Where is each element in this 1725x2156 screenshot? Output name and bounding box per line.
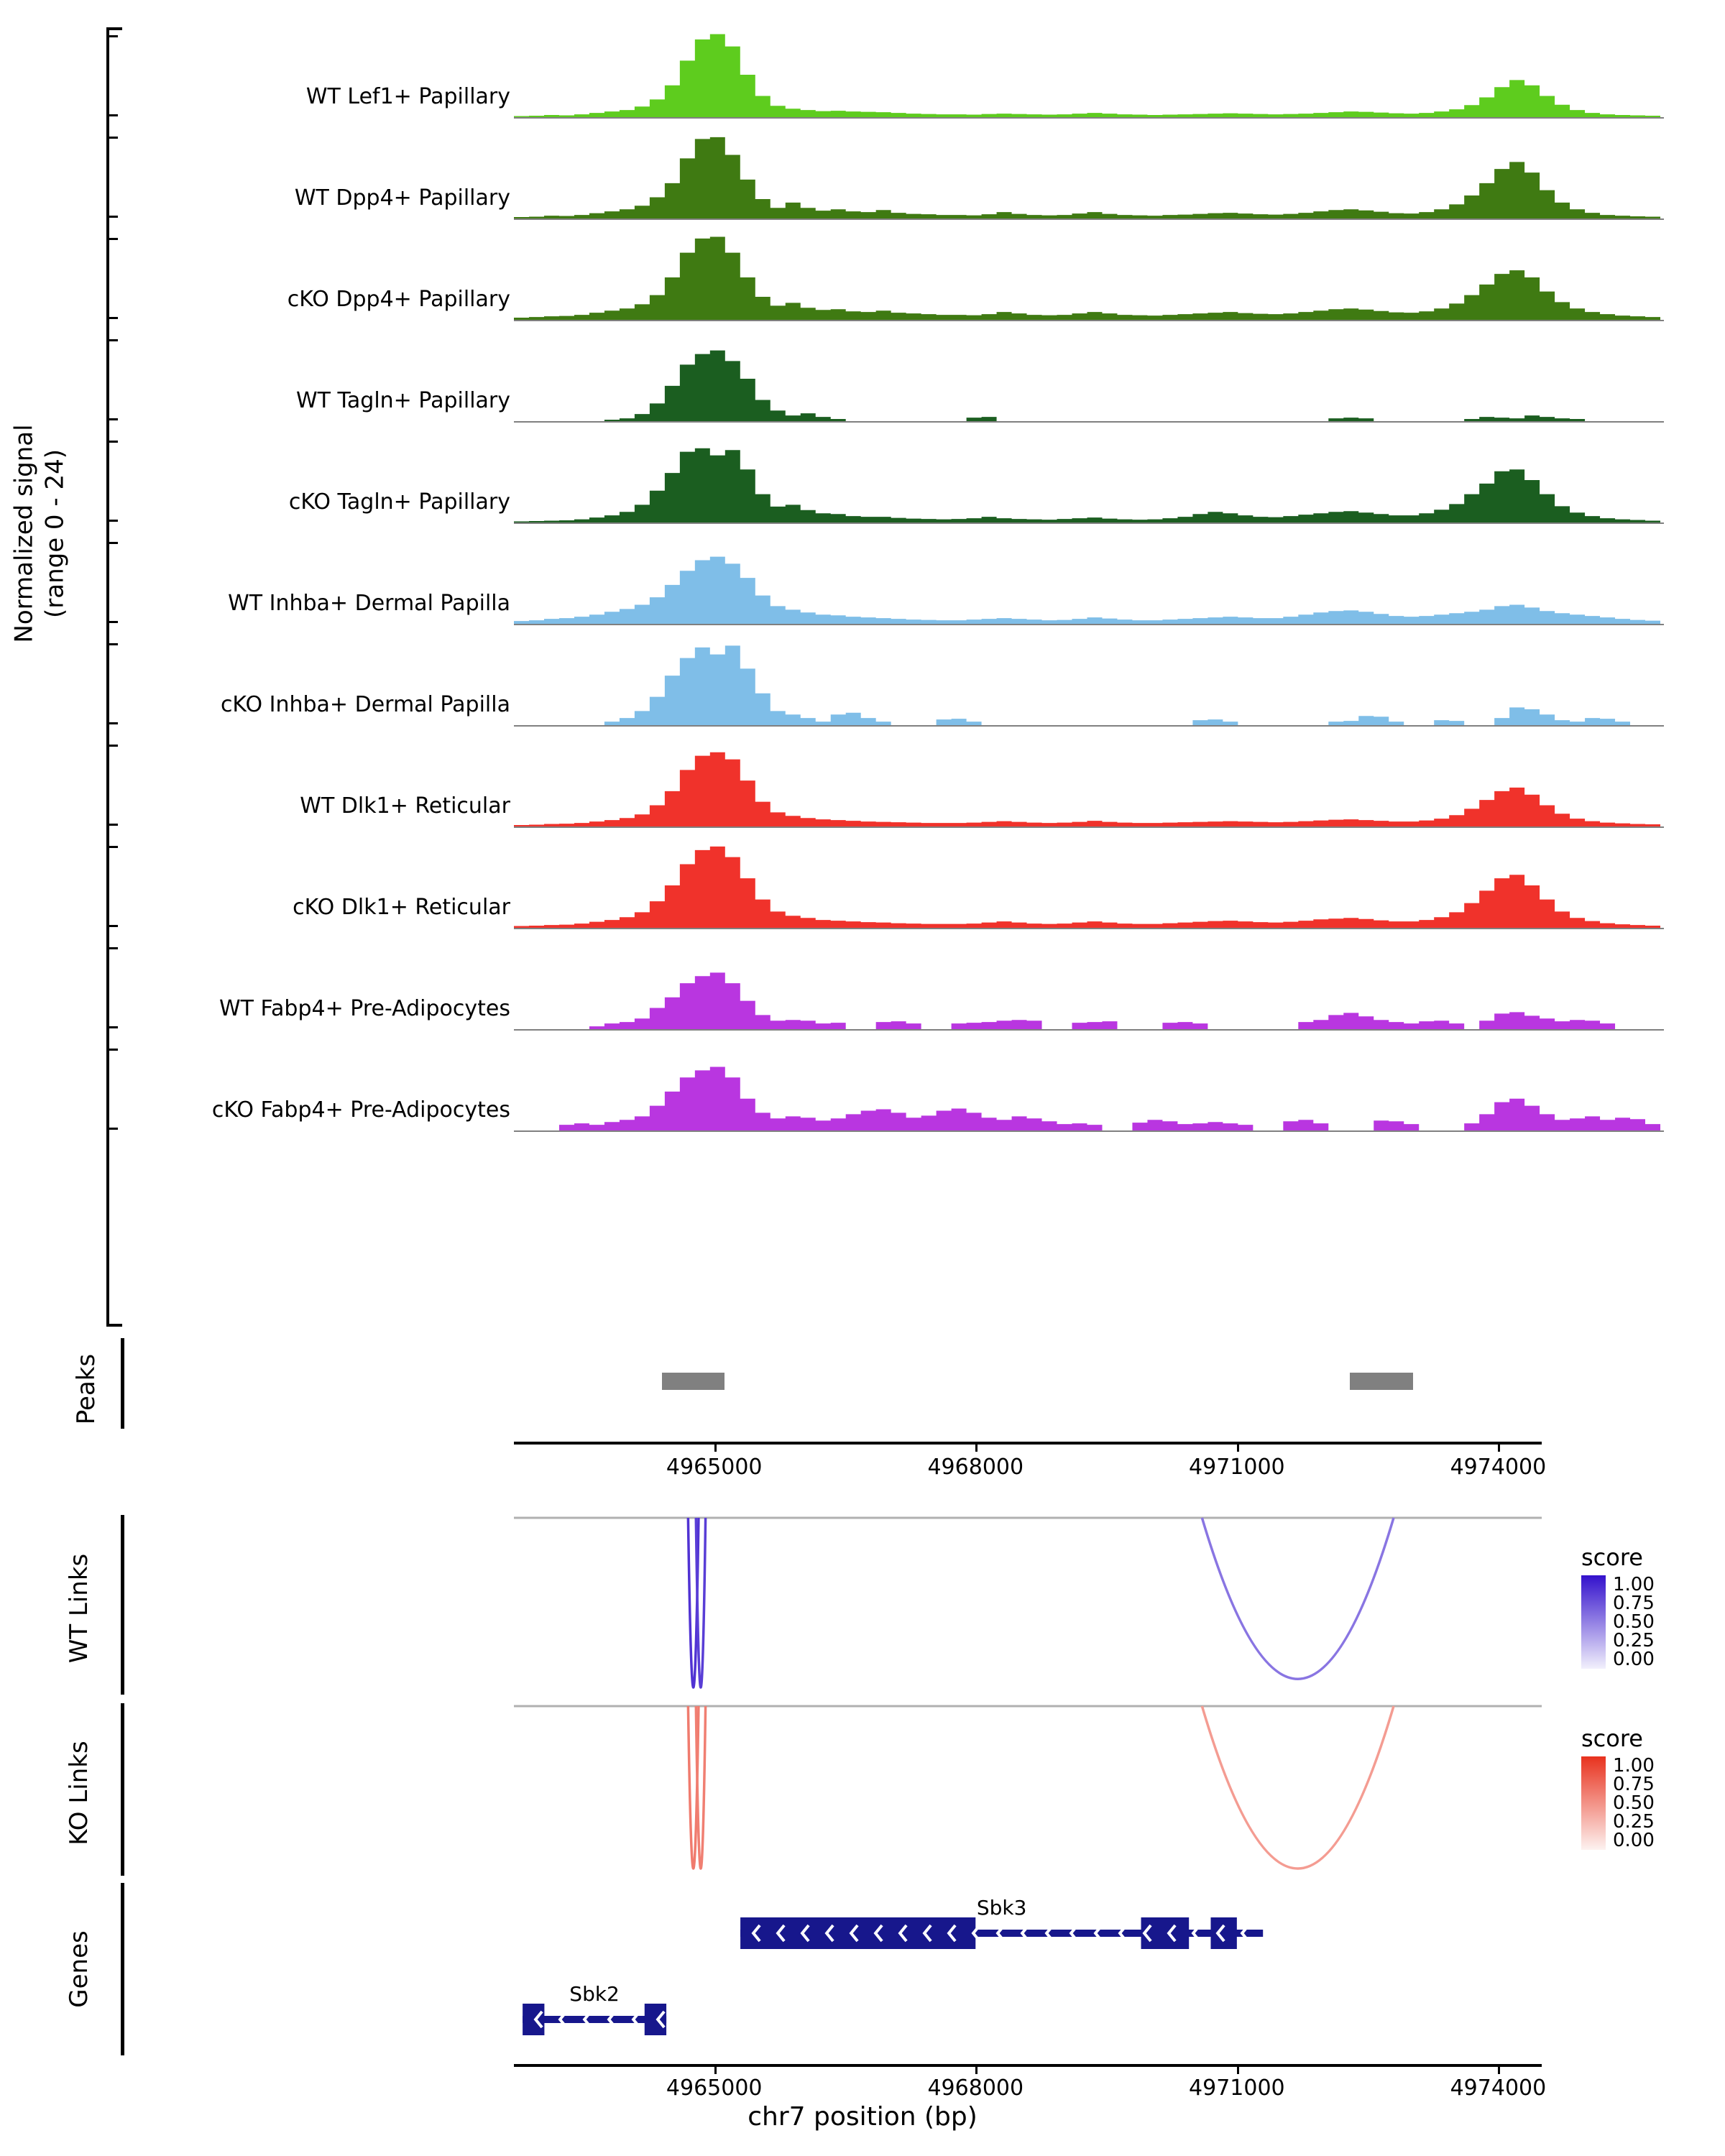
coverage-track (122, 336, 1689, 421)
wt-legend-tick-labels (1613, 1575, 1655, 1669)
legend-tick-label: 0.75 (1613, 1593, 1655, 1614)
wt-legend-colorbar (1581, 1575, 1606, 1669)
peaks-title: Peaks (72, 1353, 101, 1425)
coverage-track (122, 134, 1689, 218)
coverage-track-baseline (514, 928, 1664, 929)
y-axis-tick (106, 238, 118, 240)
coverage-track-plot (514, 539, 1660, 624)
gene-label: Sbk2 (569, 1982, 620, 2006)
peak-region (662, 1373, 724, 1390)
x-axis-tick-label: 4968000 (927, 1455, 1024, 1480)
y-axis-tick (106, 745, 118, 747)
x-axis-tick-label: 4965000 (666, 1455, 763, 1480)
y-axis-tick (106, 137, 118, 139)
wt-links-plot (514, 1515, 1542, 1695)
y-axis-title (9, 347, 70, 721)
legend-tick-label: 0.00 (1613, 1830, 1655, 1851)
coverage-track (122, 742, 1689, 826)
legend-tick-label: 0.75 (1613, 1774, 1655, 1795)
coverage-track (122, 539, 1689, 624)
coverage-track-label: WT Lef1+ Papillary (305, 84, 510, 109)
coverage-track-baseline (514, 421, 1664, 423)
genes-title: Genes (65, 1930, 93, 2008)
y-axis-title-line1: Normalized signal (9, 424, 39, 643)
legend-tick-label: 1.00 (1613, 1755, 1655, 1777)
y-axis-tick (106, 621, 118, 623)
coverage-track-baseline (514, 522, 1664, 524)
coverage-track-label: cKO Fabp4+ Pre-Adipocytes (211, 1097, 510, 1123)
coverage-track (122, 438, 1689, 522)
coverage-track-label: cKO Dlk1+ Reticular (293, 895, 510, 920)
wt-links-panel (0, 1515, 1725, 1702)
y-axis-tick (106, 1049, 118, 1051)
y-axis-tick (106, 216, 118, 218)
y-axis-tick (106, 1128, 118, 1130)
coverage-track-plot (514, 32, 1660, 117)
coverage-track (122, 32, 1689, 117)
x-axis-tick (714, 2064, 717, 2074)
coverage-track-label: cKO Dpp4+ Papillary (287, 287, 510, 312)
wt-links-legend (1581, 1544, 1655, 1669)
coverage-track-plot (514, 640, 1660, 725)
y-axis-tick (106, 520, 118, 522)
coverage-track-plot (514, 134, 1660, 218)
x-axis-tick-label: 4971000 (1189, 2076, 1285, 2101)
coverage-track (122, 944, 1689, 1029)
y-axis-tick (106, 947, 118, 949)
peaks-bracket (121, 1338, 124, 1429)
peak-region (1350, 1373, 1412, 1390)
coverage-track-baseline (514, 624, 1664, 625)
coverage-track-label: cKO Tagln+ Papillary (288, 489, 510, 515)
x-axis-tick-label: 4974000 (1450, 2076, 1547, 2101)
wt-links-bracket (121, 1515, 124, 1695)
ko-legend-title: score (1581, 1725, 1643, 1752)
coverage-track-baseline (514, 117, 1664, 119)
coverage-track-plot (514, 438, 1660, 522)
x-axis-line-bottom (514, 2064, 1542, 2067)
ko-links-bracket (121, 1703, 124, 1876)
y-axis-tick (106, 418, 118, 420)
legend-tick-label: 0.25 (1613, 1811, 1655, 1833)
coverage-track-label: WT Inhba+ Dermal Papilla (228, 591, 510, 616)
coverage-track-plot (514, 1046, 1660, 1130)
y-axis-tick (106, 824, 118, 826)
coverage-track-baseline (514, 725, 1664, 727)
coverage-track-baseline (514, 1029, 1664, 1031)
x-axis-line-top (514, 1442, 1542, 1445)
x-axis-title: chr7 position (bp) (748, 2102, 978, 2132)
x-axis-tick (1498, 2064, 1500, 2074)
coverage-track-label: WT Dlk1+ Reticular (300, 793, 510, 819)
coverage-track-plot (514, 944, 1660, 1029)
legend-tick-label: 0.00 (1613, 1649, 1655, 1670)
y-axis-tick (106, 339, 118, 341)
coverage-track-baseline (514, 320, 1664, 321)
x-axis-tick-label: 4971000 (1189, 1455, 1285, 1480)
x-axis-tick (714, 1442, 717, 1452)
y-axis-tick (106, 846, 118, 848)
x-axis-tick (975, 2064, 978, 2074)
ko-links-panel (0, 1703, 1725, 1883)
ko-legend-tick-labels (1613, 1756, 1655, 1850)
genes-panel (0, 1883, 1725, 2156)
coverage-track-label: WT Tagln+ Papillary (296, 388, 510, 413)
wt-legend-title: score (1581, 1544, 1643, 1571)
x-axis-tick-label: 4965000 (666, 2076, 763, 2101)
x-axis-tick (1498, 1442, 1500, 1452)
coverage-track-plot (514, 742, 1660, 826)
legend-tick-label: 0.50 (1613, 1792, 1655, 1814)
ko-links-plot (514, 1703, 1542, 1876)
coverage-track-label: cKO Inhba+ Dermal Papilla (220, 692, 510, 717)
y-axis-tick (106, 317, 118, 319)
y-axis-tick (106, 114, 118, 116)
x-axis-tick (975, 1442, 978, 1452)
y-axis-tick (106, 722, 118, 724)
coverage-track-label: WT Fabp4+ Pre-Adipocytes (219, 996, 510, 1021)
coverage-track-plot (514, 235, 1660, 320)
y-axis-tick (106, 441, 118, 443)
y-axis-tick (106, 1026, 118, 1028)
coverage-track-plot (514, 336, 1660, 421)
gene-label: Sbk3 (976, 1896, 1027, 1920)
legend-tick-label: 0.25 (1613, 1630, 1655, 1651)
x-axis-tick-label: 4974000 (1450, 1455, 1547, 1480)
coverage-track-plot (514, 843, 1660, 928)
legend-tick-label: 1.00 (1613, 1574, 1655, 1595)
x-axis-tick (1237, 1442, 1239, 1452)
y-axis-bracket (106, 27, 122, 1327)
wt-links-title: WT Links (65, 1553, 93, 1664)
y-axis-tick (106, 925, 118, 927)
ko-links-title: KO Links (65, 1741, 93, 1846)
y-axis-tick (106, 643, 118, 645)
x-axis-tick-label: 4968000 (927, 2076, 1024, 2101)
genes-bracket (121, 1883, 124, 2055)
coverage-track (122, 235, 1689, 320)
peaks-panel (0, 1335, 1725, 1480)
coverage-track-baseline (514, 826, 1664, 828)
coverage-track (122, 843, 1689, 928)
y-axis-tick (106, 35, 118, 37)
coverage-track (122, 640, 1689, 725)
coverage-track (122, 1046, 1689, 1130)
x-axis-tick (1237, 2064, 1239, 2074)
y-axis-title-line2: (range 0 - 24) (40, 449, 69, 618)
ko-links-legend (1581, 1725, 1655, 1850)
legend-tick-label: 0.50 (1613, 1611, 1655, 1633)
ko-legend-colorbar (1581, 1756, 1606, 1850)
coverage-track-label: WT Dpp4+ Papillary (294, 185, 510, 211)
coverage-track-baseline (514, 1130, 1664, 1132)
y-axis-tick (106, 542, 118, 544)
coverage-track-baseline (514, 218, 1664, 220)
